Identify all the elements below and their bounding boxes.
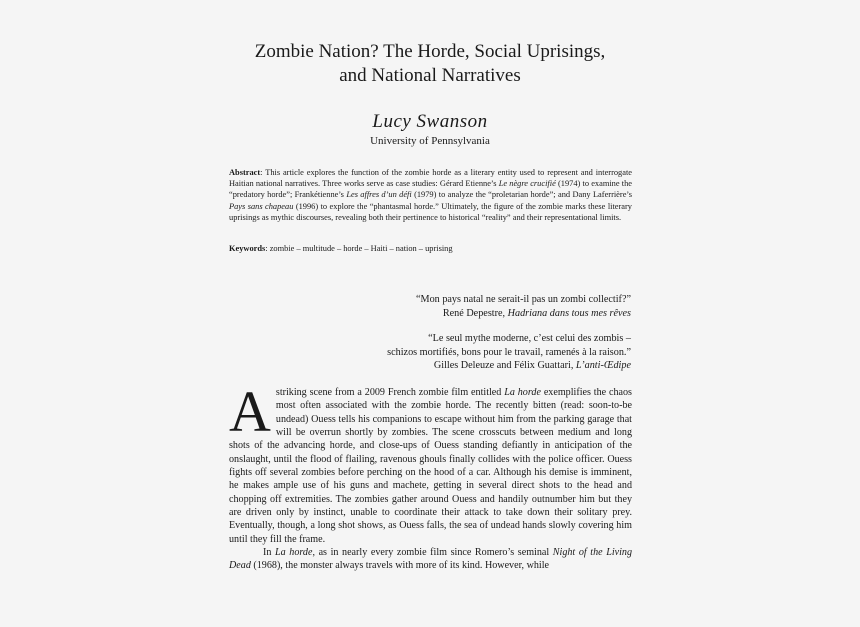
epigraph-1-attribution bbox=[416, 307, 631, 321]
paragraph-2 bbox=[229, 546, 632, 573]
epigraph-2-source: L’anti-Œdipe bbox=[575, 360, 631, 371]
epigraph-1-quote: “Mon pays natal ne serait-il pas un zombi collectif?” bbox=[416, 294, 631, 305]
epigraph-1-author: René Depestre, bbox=[442, 307, 508, 319]
author-affiliation: University of Pennsylvania bbox=[370, 135, 490, 147]
abstract-work-3: Pays sans chapeau bbox=[229, 201, 294, 211]
abstract-work-2: Les affres d’un défi bbox=[346, 190, 412, 200]
paragraph-2-text-c: (1968), the monster always travels with more of its kind. However, while bbox=[250, 560, 550, 572]
body-text bbox=[229, 379, 633, 573]
epigraph-2-authors: Gilles Deleuze and Félix Guattari, bbox=[433, 360, 576, 371]
author-name: Lucy Swanson bbox=[372, 111, 488, 132]
paragraph-2-text-b: , as in nearly every zombie film since Romero’s seminal bbox=[312, 547, 553, 559]
abstract-text-4: (1996) to explore the “phantasmal horde.” Ultimately, the figure of the zombie marks these literary uprisings as mythic discourses, revealing both their pertinence to historical “reality” and their representational limits. bbox=[229, 201, 632, 222]
paragraph-1 bbox=[229, 379, 632, 546]
epigraph-1-source: Hadriana dans tous mes rêves bbox=[507, 307, 631, 319]
keywords bbox=[229, 243, 632, 254]
keywords-text: : zombie – multitude – horde – Haiti – nation – uprising bbox=[265, 244, 453, 253]
epigraph-1 bbox=[416, 293, 631, 320]
paragraph-2-text-a: In bbox=[263, 547, 276, 559]
abstract-text-3: (1979) to analyze the “proletarian horde”; and Dany Laferrière’s bbox=[411, 190, 632, 200]
abstract-text-2: (1974) to examine the “predatory horde”; Frankétienne’s bbox=[229, 179, 632, 200]
keywords-label: Keywords bbox=[229, 244, 266, 253]
film-title-2: La horde bbox=[275, 547, 313, 559]
epigraph-2-attribution bbox=[387, 359, 631, 373]
paragraph-1-text-b: exemplifies the chaos most often associated with the zombie horde. The recently bitten (read: soon-to-be undead) Ouess tells his companions to escape without him from the parking garage that will be overrun shortly by zombies. The scene crosscuts between medium and long shots of the advancing horde, and close-ups of Ouess standing defiantly in anticipation of the onslaught, until the flood of flailing, ravenous ghouls finally collides with the police officer. Ouess fights off several zombies before perching on the hood of a car. Although his demise is imminent, he makes ample use of his guns and machete, getting in several direct shots to the head and chopping off extremities. The zombies gather around Ouess and handily outnumber him but they are driven only by instinct, unable to coordinate their attack to take down their solitary prey. Eventually, though, a long shot shows, as Ouess falls, the sea of undead hands slowly covering him until they fill the frame. bbox=[229, 387, 632, 545]
abstract-label: Abstract bbox=[229, 168, 261, 177]
epigraph-2-line-2: schizos mortifiés, bons pour le travail, ramenés à la raison.” bbox=[387, 346, 631, 358]
abstract-work-1: Le nègre crucifié bbox=[498, 179, 556, 189]
abstract bbox=[229, 167, 632, 223]
epigraph-2 bbox=[387, 332, 631, 373]
title-line-1: Zombie Nation? The Horde, Social Uprisings, bbox=[254, 41, 606, 62]
film-title: La horde bbox=[504, 387, 541, 398]
drop-cap: A bbox=[229, 379, 271, 444]
epigraph-2-line-1: “Le seul mythe moderne, c’est celui des zombis – bbox=[428, 333, 631, 344]
film-title-3: Night of the Living Dead bbox=[229, 547, 633, 572]
paper-title bbox=[180, 40, 680, 88]
paragraph-1-text-a: striking scene from a 2009 French zombie film entitled bbox=[275, 387, 505, 398]
abstract-text-1: : This article explores the function of the zombie horde as a literary entity used to represent and interrogate Haitian national narratives. Three works serve as case studies: Gérard Etienne’s bbox=[229, 168, 632, 189]
title-line-2: and National Narratives bbox=[339, 65, 521, 86]
